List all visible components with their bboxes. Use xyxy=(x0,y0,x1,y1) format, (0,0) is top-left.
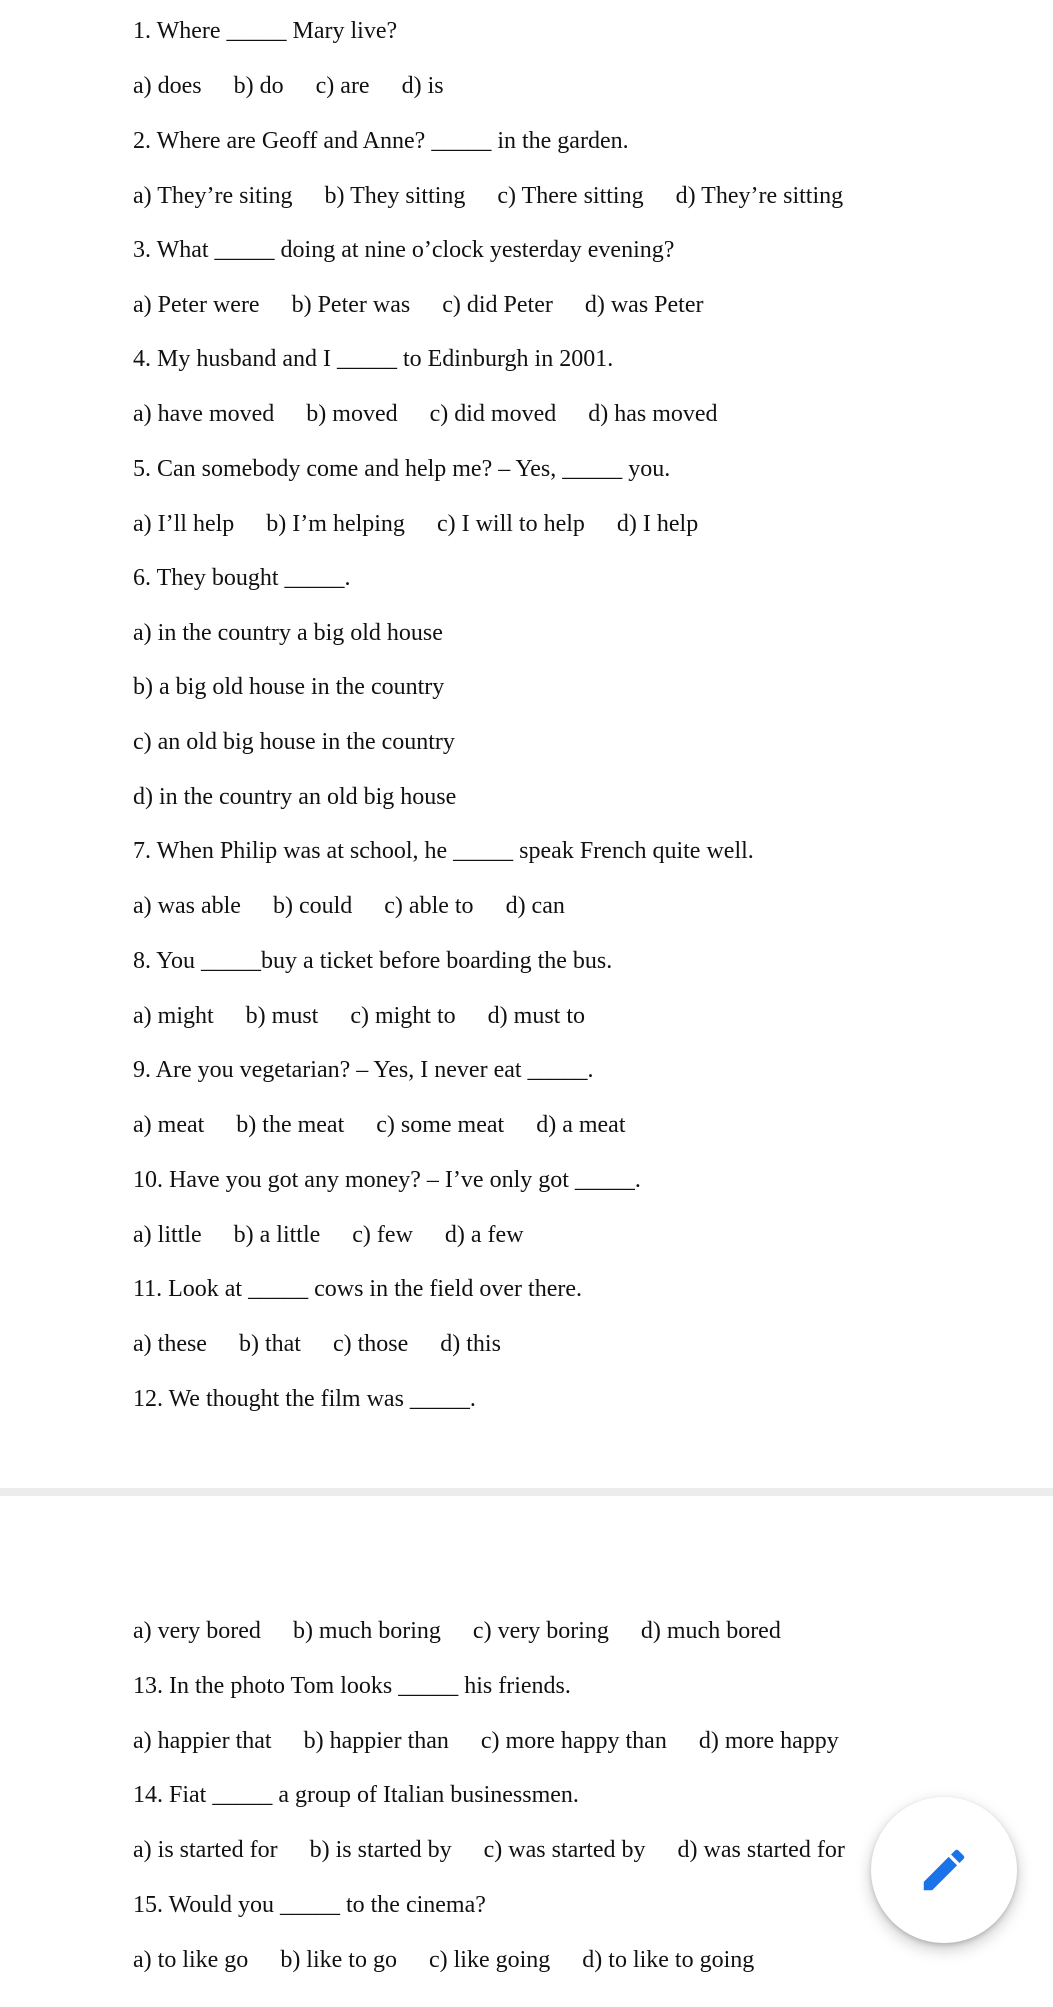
option-10a: a) little xyxy=(133,1222,202,1248)
question-8: 8. You _____buy a ticket before boarding the bus. xyxy=(133,948,613,974)
option-9c: c) some meat xyxy=(376,1112,505,1138)
options-4 xyxy=(133,399,718,429)
options-14 xyxy=(133,1835,845,1865)
option-9b: b) the meat xyxy=(236,1112,345,1138)
option-3c: c) did Peter xyxy=(442,292,553,318)
question-9: 9. Are you vegetarian? – Yes, I never eat _____. xyxy=(133,1057,594,1083)
option-13b: b) happier than xyxy=(303,1728,449,1754)
option-7c: c) able to xyxy=(384,893,474,919)
question-14: 14. Fiat _____ a group of Italian businessmen. xyxy=(133,1782,579,1808)
option-15c: c) like going xyxy=(428,1947,551,1973)
option-8a: a) might xyxy=(133,1003,214,1029)
option-8c: c) might to xyxy=(350,1003,456,1029)
document-page-2 xyxy=(0,1496,1053,2007)
option-4d: d) has moved xyxy=(588,401,718,427)
option-11c: c) those xyxy=(332,1331,409,1357)
option-14c: c) was started by xyxy=(483,1837,646,1863)
option-5c: c) I will to help xyxy=(436,511,585,537)
option-8b: b) must xyxy=(245,1003,319,1029)
options-5 xyxy=(133,509,698,539)
option-1a: a) does xyxy=(133,73,202,99)
option-15d: d) to like to going xyxy=(582,1947,755,1973)
option-5b: b) I’m helping xyxy=(266,511,405,537)
option-1d: d) is xyxy=(401,73,444,99)
question-15: 15. Would you _____ to the cinema? xyxy=(133,1892,486,1918)
edit-fab-button[interactable] xyxy=(871,1797,1017,1943)
options-7 xyxy=(133,891,565,921)
options-3 xyxy=(133,290,704,320)
question-5: 5. Can somebody come and help me? – Yes, _____ you. xyxy=(133,456,671,482)
option-2a: a) They’re siting xyxy=(133,183,293,209)
option-7b: b) could xyxy=(272,893,353,919)
question-12: 12. We thought the film was _____. xyxy=(133,1386,476,1412)
option-10d: d) a few xyxy=(444,1222,524,1248)
option-2d: d) They’re sitting xyxy=(675,183,844,209)
option-6b: b) a big old house in the country xyxy=(133,674,445,700)
option-2b: b) They sitting xyxy=(324,183,466,209)
option-15b: b) like to go xyxy=(280,1947,397,1973)
page-break xyxy=(0,1488,1053,1496)
option-13c: c) more happy than xyxy=(480,1728,667,1754)
option-3d: d) was Peter xyxy=(584,292,704,318)
option-12b: b) much boring xyxy=(292,1618,441,1644)
options-13 xyxy=(133,1726,839,1756)
question-4: 4. My husband and I _____ to Edinburgh in 2001. xyxy=(133,346,614,372)
question-6: 6. They bought _____. xyxy=(133,565,351,591)
option-11a: a) these xyxy=(133,1331,207,1357)
options-8 xyxy=(133,1001,585,1031)
option-7d: d) can xyxy=(505,893,565,919)
option-10c: c) few xyxy=(352,1222,413,1248)
option-14a: a) is started for xyxy=(133,1837,278,1863)
option-13d: d) more happy xyxy=(698,1728,839,1754)
option-3a: a) Peter were xyxy=(133,292,260,318)
options-2 xyxy=(133,181,843,211)
option-2c: c) There sitting xyxy=(497,183,644,209)
option-14d: d) was started for xyxy=(677,1837,845,1863)
option-8d: d) must to xyxy=(487,1003,585,1029)
question-1: 1. Where _____ Mary live? xyxy=(133,18,398,44)
option-15a: a) to like go xyxy=(133,1947,249,1973)
option-4c: c) did moved xyxy=(429,401,557,427)
options-1 xyxy=(133,71,444,101)
option-12a: a) very bored xyxy=(133,1618,261,1644)
option-10b: b) a little xyxy=(233,1222,321,1248)
option-9d: d) a meat xyxy=(536,1112,626,1138)
question-11: 11. Look at _____ cows in the field over there. xyxy=(133,1276,582,1302)
question-3: 3. What _____ doing at nine o’clock yesterday evening? xyxy=(133,237,675,263)
option-5d: d) I help xyxy=(616,511,699,537)
option-6d: d) in the country an old big house xyxy=(133,784,457,810)
option-1c: c) are xyxy=(315,73,370,99)
question-7: 7. When Philip was at school, he _____ speak French quite well. xyxy=(133,838,754,864)
options-9 xyxy=(133,1110,626,1140)
option-6c: c) an old big house in the country xyxy=(133,729,455,755)
question-13: 13. In the photo Tom looks _____ his friends. xyxy=(133,1673,571,1699)
question-2: 2. Where are Geoff and Anne? _____ in the garden. xyxy=(133,128,629,154)
option-12c: c) very boring xyxy=(472,1618,609,1644)
option-1b: b) do xyxy=(233,73,284,99)
option-5a: a) I’ll help xyxy=(133,511,235,537)
option-13a: a) happier that xyxy=(133,1728,272,1754)
options-15 xyxy=(133,1945,754,1975)
option-4a: a) have moved xyxy=(133,401,275,427)
option-14b: b) is started by xyxy=(309,1837,452,1863)
option-7a: a) was able xyxy=(133,893,241,919)
option-12d: d) much bored xyxy=(640,1618,781,1644)
option-11d: d) this xyxy=(440,1331,501,1357)
option-4b: b) moved xyxy=(306,401,398,427)
options-12 xyxy=(133,1616,781,1646)
option-11b: b) that xyxy=(238,1331,301,1357)
option-3b: b) Peter was xyxy=(291,292,411,318)
question-10: 10. Have you got any money? – I’ve only got _____. xyxy=(133,1167,641,1193)
options-10 xyxy=(133,1220,524,1250)
pencil-icon xyxy=(917,1843,971,1897)
options-11 xyxy=(133,1329,501,1359)
option-9a: a) meat xyxy=(133,1112,205,1138)
option-6a: a) in the country a big old house xyxy=(133,620,443,646)
